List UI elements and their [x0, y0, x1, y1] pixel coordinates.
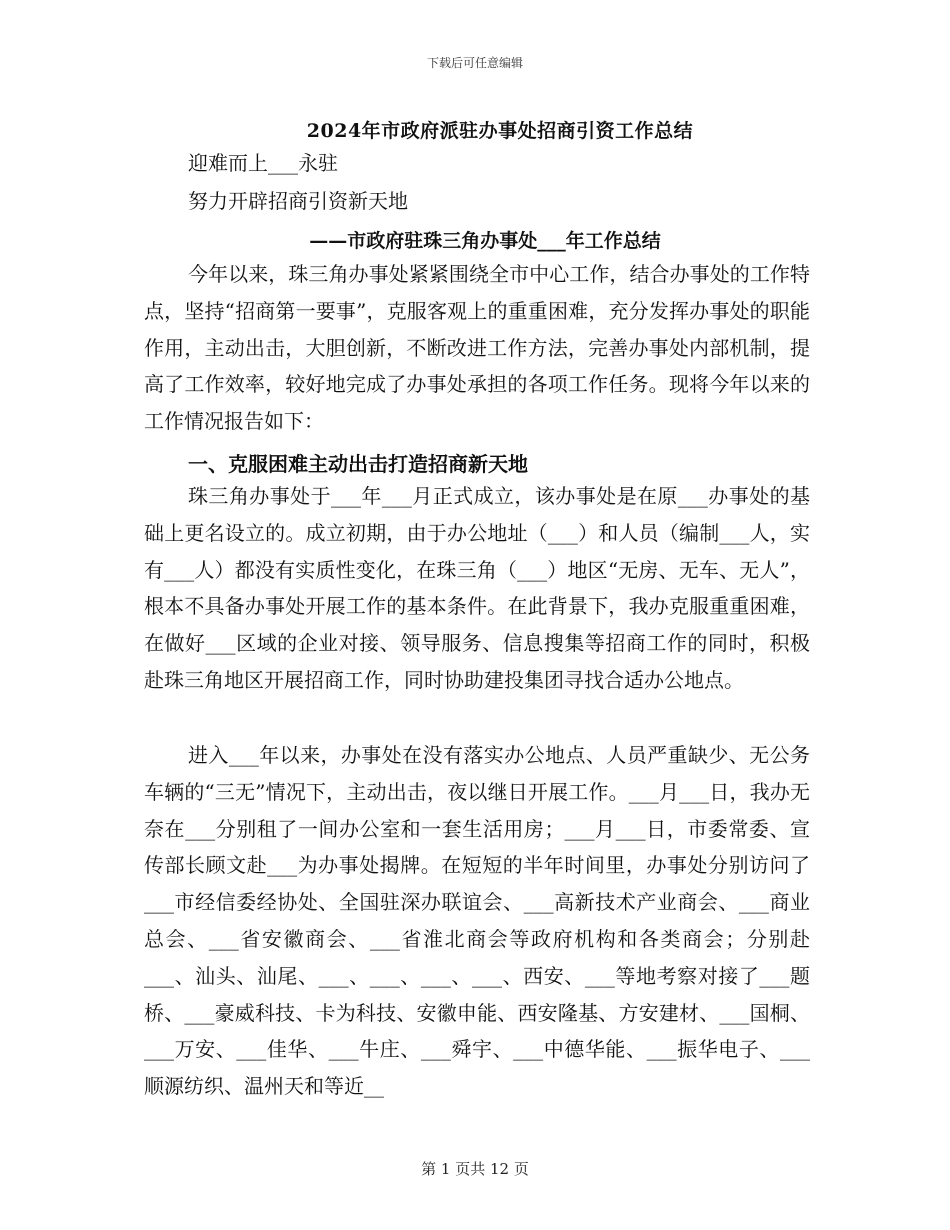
subtitle-line-2: 努力开辟招商引资新天地 [188, 189, 408, 213]
section-heading-1: 一、克服困难主动出击打造招商新天地 [188, 452, 528, 476]
page-number-footer: 第 1 页共 12 页 [421, 1160, 529, 1178]
header-note: 下载后可任意编辑 [426, 56, 523, 70]
paragraph-section-1-part-1: 珠三角办事处于___年___月正式成立，该办事处是在原___办事处的基础上更名设立的。成立初期，由于办公地址（___）和人员（编制___人，实有___人）都没有实质性变化，在珠三角（___）地区“无房、无车、无人”，根本不具备办事处开展工作的基本条件。在此背景下，我办克服重重困难，在做好___区域的企业对接、领导服务、信息搜集等招商工作的同时，积极赴珠三角地区开展招商工作，同时协助建投集团寻找合适办公地点。 [144, 484, 810, 692]
subtitle-line-3: ——市政府驻珠三角办事处___年工作总结 [309, 230, 661, 252]
paragraph-section-1-part-2: 进入___年以来，办事处在没有落实办公地点、人员严重缺少、无公务车辆的“三无”情况下，主动出击，夜以继日开展工作。___月___日，我办无奈在___分别租了一间办公室和一套生活用房；___月___日，市委常委、宣传部长顾文赴___为办事处揭牌。在短短的半年时间里，办事处分别访问了___市经信委经协处、全国驻深办联谊会、___高新技术产业商会、___商业总会、___省安徽商会、___省淮北商会等政府机构和各类商会；分别赴___、汕头、汕尾、___、___、___、___、西安、___等地考察对接了___题桥、___豪威科技、卡为科技、安徽申能、西安隆基、方安建材、___国桐、___万安、___佳华、___牛庄、___舜宇、___中德华能、___振华电子、___顺源纺织、温州天和等近__ [144, 743, 810, 1099]
subtitle-line-1: 迎难而上___永驻 [188, 151, 338, 175]
document-title: 2024年市政府派驻办事处招商引资工作总结 [306, 120, 694, 142]
paragraph-intro: 今年以来，珠三角办事处紧紧围绕全市中心工作，结合办事处的工作特点，坚持“招商第一要事”，克服客观上的重重困难，充分发挥办事处的职能作用，主动出击，大胆创新，不断改进工作方法，完善办事处内部机制，提高了工作效率，较好地完成了办事处承担的各项工作任务。现将今年以来的工作情况报告如下： [144, 262, 810, 434]
